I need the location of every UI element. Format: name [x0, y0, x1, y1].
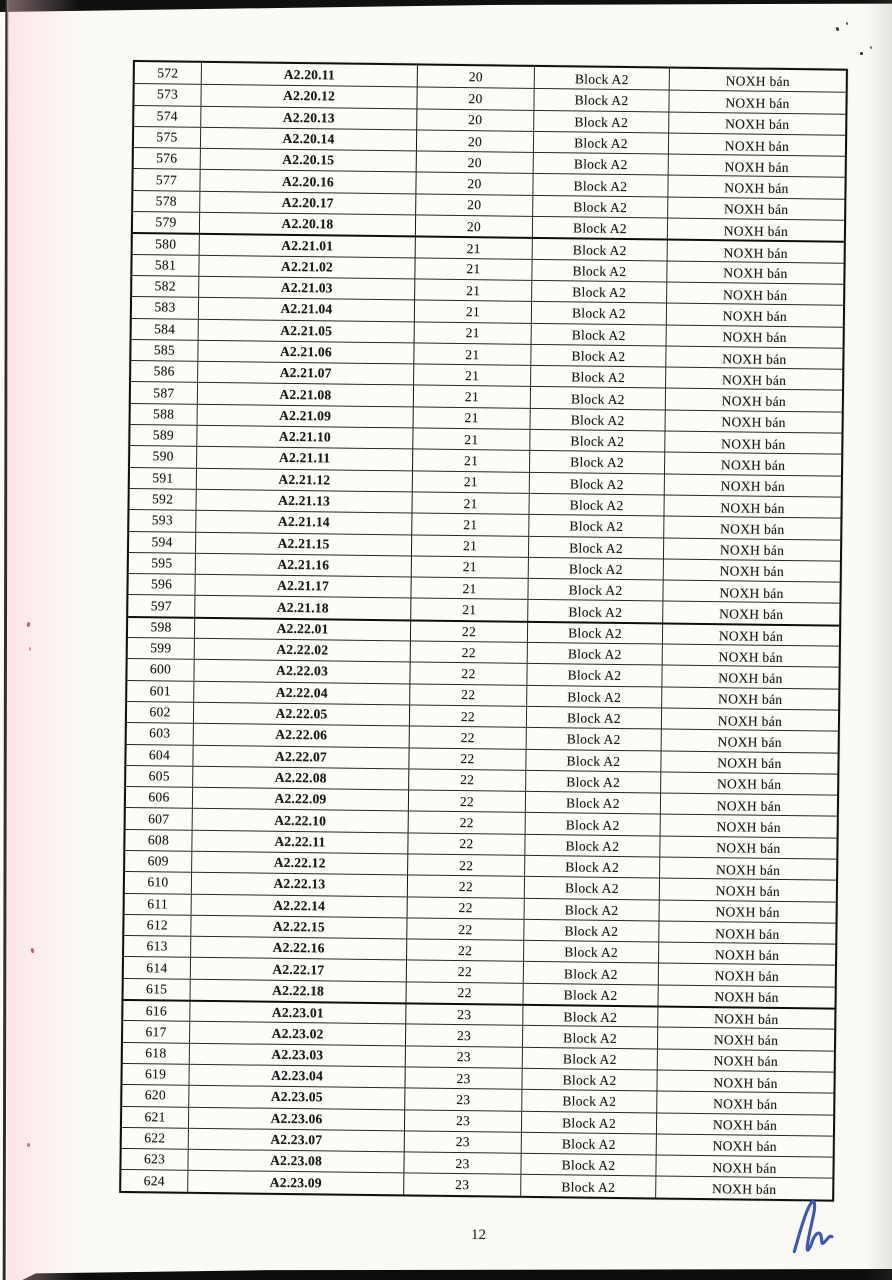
cell-block: Block A2 — [525, 749, 660, 771]
cell-code: A2.23.08 — [187, 1150, 403, 1173]
cell-code: A2.23.03 — [189, 1043, 405, 1066]
cell-type: NOXH bán — [669, 69, 846, 92]
cell-stt: 583 — [154, 299, 176, 315]
cell-stt: 601 — [149, 683, 171, 699]
cell-block: Block A2 — [521, 1111, 656, 1133]
cell-floor: 21 — [412, 428, 529, 450]
cell-stt: 618 — [145, 1045, 167, 1061]
apartment-table — [119, 60, 848, 1201]
cell-type: NOXH bán — [668, 155, 845, 177]
cell-block: Block A2 — [529, 430, 664, 452]
cell-stt: 599 — [150, 640, 172, 656]
cell-block: Block A2 — [527, 623, 662, 644]
cell-block: Block A2 — [526, 728, 661, 750]
cell-block: Block A2 — [530, 387, 665, 409]
cell-block: Block A2 — [529, 473, 664, 495]
cell-floor: 21 — [413, 386, 530, 408]
cell-floor: 21 — [414, 301, 531, 323]
cell-stt: 593 — [151, 512, 174, 528]
cell-block: Block A2 — [526, 707, 661, 729]
cell-code: A2.22.11 — [191, 830, 407, 853]
cell-code: A2.20.18 — [199, 213, 415, 236]
cell-stt: 589 — [152, 427, 175, 443]
cell-stt: 619 — [144, 1066, 167, 1082]
page-number: 12 — [471, 1227, 486, 1243]
cell-floor: 22 — [407, 876, 524, 898]
cell-stt: 584 — [154, 320, 176, 337]
cell-type: NOXH bán — [656, 1113, 833, 1135]
cell-code: A2.21.18 — [194, 596, 410, 619]
cell-block: Block A2 — [523, 962, 658, 984]
cell-block: Block A2 — [531, 323, 666, 345]
cell-block: Block A2 — [520, 1154, 655, 1176]
cell-code: A2.22.07 — [192, 745, 408, 768]
cell-floor: 23 — [404, 1067, 521, 1089]
cell-code: A2.20.12 — [200, 85, 416, 108]
cell-block: Block A2 — [522, 1026, 657, 1048]
cell-stt: 592 — [151, 491, 174, 507]
cell-code: A2.21.06 — [197, 341, 413, 364]
cell-floor: 21 — [412, 471, 529, 493]
cell-floor: 22 — [409, 684, 526, 706]
cell-type: NOXH bán — [663, 495, 840, 517]
ink-speck — [27, 1143, 30, 1147]
cell-type: NOXH bán — [659, 836, 836, 858]
cell-block: Block A2 — [521, 1133, 656, 1155]
cell-floor: 22 — [409, 705, 526, 727]
cell-stt: 604 — [148, 746, 171, 763]
cell-block: Block A2 — [532, 239, 667, 260]
cell-block: Block A2 — [522, 1047, 657, 1069]
cell-floor: 22 — [406, 918, 523, 940]
cell-stt: 580 — [155, 236, 177, 252]
cell-type: NOXH bán — [659, 857, 836, 879]
cell-block: Block A2 — [531, 281, 666, 303]
cell-stt: 609 — [147, 853, 169, 869]
cell-type: NOXH bán — [665, 368, 842, 390]
cell-floor: 21 — [411, 492, 528, 514]
cell-stt: 614 — [146, 959, 168, 976]
cell-floor: 21 — [413, 407, 530, 429]
cell-type: NOXH bán — [663, 517, 840, 539]
cell-floor: 22 — [406, 940, 523, 962]
cell-block: Block A2 — [521, 1090, 656, 1112]
cell-floor: 23 — [403, 1174, 520, 1196]
cell-code: A2.22.10 — [192, 809, 408, 832]
cell-block: Block A2 — [524, 877, 659, 899]
cell-stt: 572 — [157, 64, 179, 81]
cell-stt: 622 — [144, 1130, 166, 1146]
cell-floor: 21 — [414, 279, 531, 301]
cell-stt: 617 — [145, 1023, 167, 1039]
scan-artifact-top-edge — [0, 0, 892, 13]
cell-type: NOXH bán — [660, 751, 837, 773]
cell-stt: 615 — [145, 981, 168, 997]
cell-stt: 578 — [155, 193, 177, 209]
ink-speck — [845, 22, 848, 26]
scan-artifact-left-tint — [7, 0, 79, 1280]
cell-code: A2.22.02 — [194, 639, 410, 662]
cell-floor: 22 — [409, 727, 526, 749]
cell-code: A2.23.01 — [189, 1002, 405, 1024]
cell-floor: 22 — [407, 854, 524, 876]
cell-block: Block A2 — [532, 196, 667, 218]
cell-code: A2.22.14 — [191, 894, 407, 917]
cell-block: Block A2 — [527, 600, 662, 622]
cell-code: A2.21.15 — [195, 532, 411, 555]
cell-block: Block A2 — [527, 643, 662, 665]
cell-code: A2.22.09 — [192, 788, 408, 811]
cell-stt: 610 — [147, 874, 169, 890]
cell-floor: 21 — [411, 556, 528, 578]
cell-floor: 22 — [410, 641, 527, 663]
cell-block: Block A2 — [520, 1175, 655, 1197]
cell-floor: 20 — [416, 130, 533, 152]
ink-speck — [26, 622, 30, 628]
cell-type: NOXH bán — [664, 474, 841, 496]
cell-type: NOXH bán — [662, 602, 839, 624]
cell-type: NOXH bán — [666, 261, 843, 283]
cell-block: Block A2 — [526, 664, 661, 686]
cell-stt: 611 — [147, 895, 169, 912]
cell-stt: 607 — [148, 810, 170, 827]
cell-type: NOXH bán — [665, 389, 842, 411]
cell-stt: 616 — [145, 1002, 168, 1019]
cell-type: NOXH bán — [658, 964, 835, 986]
scan-artifact-right-shade — [864, 0, 892, 1280]
cell-code: A2.20.11 — [201, 63, 417, 87]
cell-code: A2.21.16 — [195, 554, 411, 577]
cell-block: Block A2 — [525, 813, 660, 835]
cell-type: NOXH bán — [661, 708, 838, 730]
cell-code: A2.21.11 — [196, 447, 412, 470]
cell-stt: 595 — [151, 555, 173, 571]
cell-stt: 585 — [153, 342, 176, 358]
cell-type: NOXH bán — [660, 772, 837, 794]
cell-floor: 23 — [405, 1004, 522, 1025]
cell-stt: 600 — [149, 661, 172, 677]
cell-floor: 23 — [404, 1131, 521, 1153]
cell-type: NOXH bán — [667, 176, 844, 198]
cell-block: Block A2 — [533, 110, 668, 132]
cell-type: NOXH bán — [662, 645, 839, 667]
cell-code: A2.21.08 — [197, 383, 413, 406]
cell-type: NOXH bán — [667, 219, 844, 241]
cell-floor: 21 — [410, 578, 527, 600]
cell-type: NOXH bán — [655, 1177, 832, 1199]
cell-type: NOXH bán — [661, 666, 838, 688]
cell-code: A2.22.18 — [190, 980, 406, 1003]
cell-stt: 588 — [153, 406, 175, 422]
cell-block: Block A2 — [526, 685, 661, 707]
cell-code: A2.20.15 — [200, 149, 416, 172]
cell-block: Block A2 — [533, 89, 668, 111]
ink-speck — [860, 52, 863, 55]
cell-stt: 596 — [150, 576, 173, 592]
cell-block: Block A2 — [532, 174, 667, 196]
signature-mark — [786, 1194, 850, 1266]
cell-type: NOXH bán — [656, 1070, 833, 1092]
cell-block: Block A2 — [525, 792, 660, 814]
cell-code: A2.21.01 — [199, 235, 415, 257]
cell-stt: 587 — [153, 384, 175, 401]
cell-stt: 576 — [156, 150, 178, 166]
cell-type: NOXH bán — [657, 985, 834, 1007]
cell-block: Block A2 — [524, 856, 659, 878]
cell-code: A2.20.17 — [199, 192, 415, 215]
cell-code: A2.21.17 — [194, 575, 410, 598]
cell-block: Block A2 — [521, 1069, 656, 1091]
cell-code: A2.23.05 — [188, 1086, 404, 1109]
cell-stt: 574 — [156, 108, 178, 124]
cell-block: Block A2 — [532, 217, 667, 239]
cell-block: Block A2 — [531, 260, 666, 282]
cell-code: A2.21.02 — [198, 255, 414, 278]
cell-floor: 20 — [415, 173, 532, 195]
cell-type: NOXH bán — [664, 432, 841, 454]
cell-stt: 591 — [152, 470, 174, 486]
cell-block: Block A2 — [527, 579, 662, 601]
cell-code: A2.22.06 — [193, 724, 409, 747]
cell-floor: 21 — [415, 238, 532, 259]
cell-block: Block A2 — [528, 515, 663, 537]
cell-type: NOXH bán — [667, 241, 844, 262]
cell-block: Block A2 — [528, 558, 663, 580]
cell-code: A2.21.07 — [197, 362, 413, 385]
cell-floor: 20 — [416, 152, 533, 174]
cell-type: NOXH bán — [661, 687, 838, 709]
cell-floor: 22 — [410, 621, 527, 642]
cell-stt: 621 — [144, 1108, 166, 1125]
cell-floor: 22 — [406, 982, 523, 1004]
cell-stt: 594 — [151, 533, 173, 550]
cell-code: A2.22.03 — [193, 660, 409, 683]
cell-type: NOXH bán — [657, 1049, 834, 1071]
cell-code: A2.21.13 — [196, 490, 412, 513]
cell-stt: 608 — [147, 832, 170, 848]
cell-type: NOXH bán — [667, 197, 844, 219]
cell-stt: 603 — [149, 725, 171, 741]
cell-floor: 23 — [404, 1110, 521, 1132]
cell-stt: 590 — [152, 448, 174, 465]
cell-code: A2.22.05 — [193, 703, 409, 726]
cell-stt: 586 — [153, 363, 175, 379]
cell-floor: 21 — [413, 343, 530, 365]
cell-code: A2.21.05 — [198, 319, 414, 342]
cell-stt: 597 — [150, 597, 173, 614]
cell-code: A2.21.04 — [198, 298, 414, 321]
cell-floor: 21 — [411, 514, 528, 536]
cell-type: NOXH bán — [660, 794, 837, 816]
cell-floor: 23 — [403, 1153, 520, 1175]
cell-stt: 581 — [154, 257, 177, 273]
cell-type: NOXH bán — [659, 900, 836, 922]
cell-code: A2.23.02 — [189, 1022, 405, 1045]
cell-block: Block A2 — [523, 920, 658, 942]
cell-type: NOXH bán — [662, 581, 839, 603]
cell-code: A2.20.13 — [200, 106, 416, 129]
cell-floor: 23 — [405, 1046, 522, 1068]
cell-block: Block A2 — [530, 409, 665, 431]
cell-code: A2.22.13 — [191, 873, 407, 896]
cell-type: NOXH bán — [663, 559, 840, 581]
cell-code: A2.22.04 — [193, 681, 409, 704]
cell-code: A2.23.04 — [188, 1065, 404, 1088]
cell-block: Block A2 — [534, 67, 669, 90]
cell-code: A2.22.16 — [190, 937, 406, 960]
cell-code: A2.23.06 — [188, 1107, 404, 1130]
cell-stt: 602 — [149, 704, 171, 720]
cell-block: Block A2 — [524, 835, 659, 857]
cell-code: A2.21.09 — [197, 405, 413, 428]
cell-floor: 21 — [414, 322, 531, 344]
cell-type: NOXH bán — [658, 921, 835, 943]
cell-type: NOXH bán — [662, 624, 839, 645]
cell-type: NOXH bán — [655, 1156, 832, 1178]
cell-floor: 21 — [410, 599, 527, 621]
cell-floor: 22 — [408, 769, 525, 791]
scan-artifact-bottom-edge — [0, 1268, 892, 1280]
cell-code: A2.20.14 — [200, 128, 416, 151]
cell-code: A2.21.14 — [195, 511, 411, 534]
cell-block: Block A2 — [530, 366, 665, 388]
cell-type: NOXH bán — [668, 112, 845, 134]
cell-floor: 22 — [408, 791, 525, 813]
cell-stt: 623 — [143, 1151, 166, 1167]
cell-type: NOXH bán — [668, 91, 845, 113]
cell-type: NOXH bán — [665, 410, 842, 432]
cell-type: NOXH bán — [665, 346, 842, 368]
cell-floor: 22 — [409, 663, 526, 685]
cell-stt: 575 — [156, 129, 178, 145]
cell-block: Block A2 — [524, 898, 659, 920]
cell-code: A2.23.09 — [187, 1171, 403, 1194]
cell-floor: 23 — [404, 1089, 521, 1111]
cell-code: A2.22.17 — [190, 958, 406, 981]
cell-floor: 21 — [413, 365, 530, 387]
ink-speck — [835, 27, 839, 32]
cell-stt: 624 — [143, 1172, 165, 1189]
cell-floor: 23 — [405, 1025, 522, 1047]
cell-type: NOXH bán — [656, 1134, 833, 1156]
cell-code: A2.20.16 — [199, 170, 415, 193]
cell-block: Block A2 — [528, 494, 663, 516]
cell-block: Block A2 — [531, 302, 666, 324]
cell-stt: 612 — [146, 917, 169, 933]
cell-floor: 20 — [415, 194, 532, 216]
cell-floor: 20 — [415, 216, 532, 238]
cell-code: A2.22.08 — [192, 767, 408, 790]
scan-artifact-left-edge — [3, 0, 8, 1280]
cell-type: NOXH bán — [658, 943, 835, 965]
cell-floor: 22 — [407, 833, 524, 855]
cell-floor: 22 — [408, 748, 525, 770]
cell-floor: 21 — [414, 258, 531, 280]
cell-code: A2.22.12 — [191, 852, 407, 875]
cell-block: Block A2 — [530, 345, 665, 367]
cell-stt: 577 — [155, 171, 178, 188]
cell-block: Block A2 — [528, 536, 663, 558]
cell-type: NOXH bán — [666, 325, 843, 347]
cell-code: A2.22.15 — [190, 916, 406, 939]
cell-floor: 20 — [416, 88, 533, 110]
cell-block: Block A2 — [523, 941, 658, 963]
cell-type: NOXH bán — [657, 1008, 834, 1029]
cell-stt: 620 — [144, 1087, 167, 1103]
cell-stt: 613 — [146, 938, 168, 954]
ink-speck — [31, 948, 35, 953]
cell-stt: 573 — [156, 86, 179, 102]
ink-speck — [869, 46, 872, 50]
cell-type: NOXH bán — [661, 730, 838, 752]
cell-code: A2.21.10 — [196, 426, 412, 449]
cell-block: Block A2 — [522, 984, 657, 1006]
cell-stt: 579 — [155, 214, 177, 230]
cell-floor: 21 — [412, 450, 529, 472]
cell-block: Block A2 — [525, 771, 660, 793]
cell-floor: 22 — [406, 961, 523, 983]
cell-code: A2.21.12 — [196, 468, 412, 491]
cell-floor: 22 — [407, 897, 524, 919]
cell-code: A2.21.03 — [198, 277, 414, 300]
cell-type: NOXH bán — [659, 879, 836, 901]
cell-floor: 22 — [408, 812, 525, 834]
cell-type: NOXH bán — [666, 283, 843, 305]
cell-code: A2.23.07 — [188, 1129, 404, 1152]
cell-stt: 606 — [148, 789, 170, 805]
cell-stt: 605 — [148, 768, 170, 784]
cell-block: Block A2 — [529, 451, 664, 473]
cell-block: Block A2 — [522, 1006, 657, 1027]
ink-speck — [29, 647, 31, 651]
cell-code: A2.22.01 — [194, 619, 410, 641]
cell-floor: 20 — [416, 109, 533, 131]
cell-type: NOXH bán — [666, 304, 843, 326]
cell-type: NOXH bán — [668, 133, 845, 155]
cell-floor: 20 — [417, 65, 534, 88]
cell-block: Block A2 — [533, 153, 668, 175]
cell-block: Block A2 — [533, 132, 668, 154]
cell-type: NOXH bán — [664, 453, 841, 475]
signature-stroke — [794, 1202, 832, 1252]
cell-floor: 21 — [411, 535, 528, 557]
cell-stt: 598 — [150, 619, 172, 635]
cell-type: NOXH bán — [657, 1028, 834, 1050]
cell-stt: 582 — [154, 278, 176, 294]
cell-type: NOXH bán — [656, 1092, 833, 1114]
cell-type: NOXH bán — [660, 815, 837, 837]
cell-type: NOXH bán — [663, 538, 840, 560]
